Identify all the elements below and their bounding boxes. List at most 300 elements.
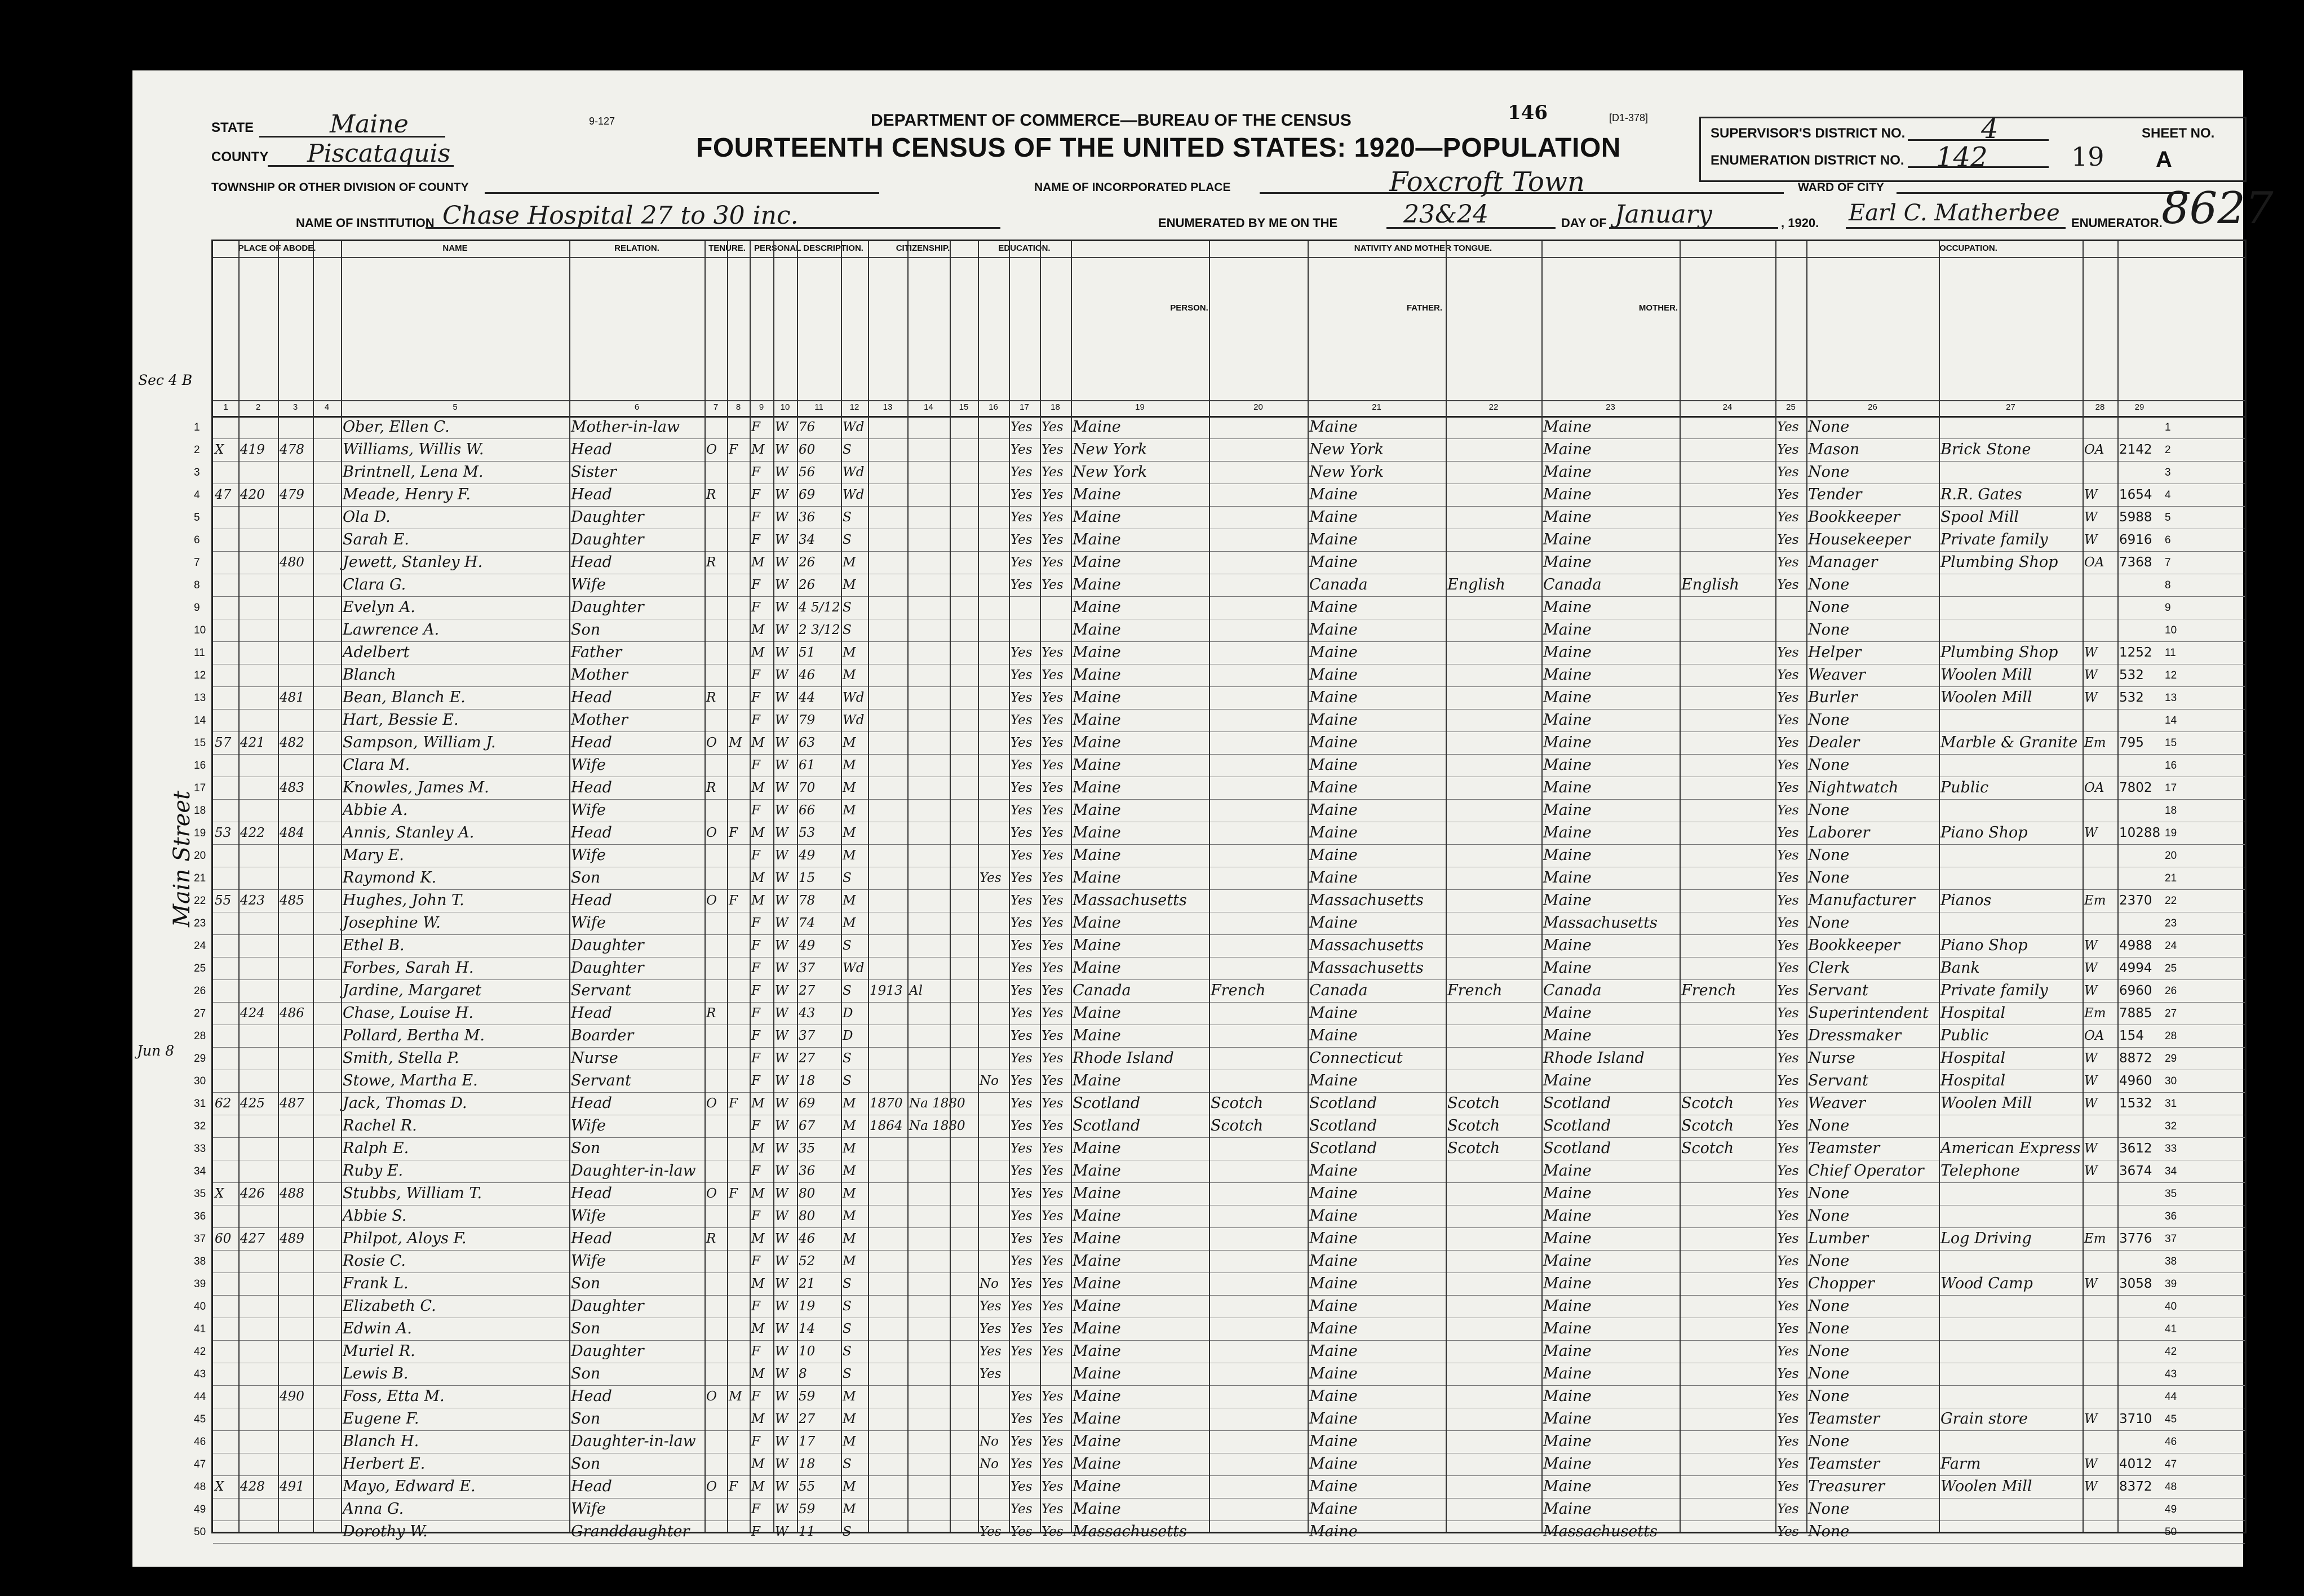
- cell-house: 426: [240, 1186, 265, 1201]
- cell-read: Yes: [1011, 961, 1033, 976]
- cell-fpb: Massachusetts: [1309, 937, 1424, 954]
- cell-write: Yes: [1042, 487, 1064, 502]
- cell-write: Yes: [1042, 1412, 1064, 1426]
- cell-race: W: [775, 1096, 788, 1111]
- cell-sex: M: [751, 1231, 765, 1246]
- cell-write: Yes: [1042, 938, 1064, 953]
- cell-emp: W: [2084, 668, 2098, 682]
- cell-sex: F: [751, 1209, 760, 1223]
- cell-mpb: Maine: [1543, 1320, 1592, 1337]
- cell-eng: Yes: [1777, 1141, 1799, 1156]
- cell-pb: Maine: [1073, 553, 1121, 571]
- cell-sex: M: [751, 1141, 765, 1156]
- cell-age: 27: [799, 983, 816, 998]
- cell-mpb: Maine: [1543, 441, 1592, 458]
- cell-mpb: Scotland: [1543, 1117, 1611, 1134]
- cell-write: Yes: [1042, 533, 1064, 547]
- column-group-header: CITIZENSHIP.: [896, 243, 950, 253]
- cell-code: 532: [2119, 690, 2144, 705]
- cell-age: 63: [799, 735, 816, 750]
- cell-ind: Public: [1940, 779, 1989, 796]
- cell-write: Yes: [1042, 1299, 1064, 1314]
- cell-emp: Em: [2084, 1006, 2106, 1021]
- cell-fpb: Maine: [1309, 801, 1358, 819]
- cell-pb: Maine: [1073, 959, 1121, 977]
- cell-race: W: [775, 555, 788, 570]
- cell-fpb: Maine: [1309, 779, 1358, 796]
- column-number: 23: [1606, 402, 1615, 412]
- cell-sex: M: [751, 1367, 765, 1381]
- cell-race: W: [775, 1412, 788, 1426]
- line-number-right: 37: [2165, 1233, 2177, 1245]
- cell-ten: R: [706, 555, 716, 570]
- column-divider: [1040, 241, 1041, 1532]
- cell-mpb: Maine: [1543, 1365, 1592, 1382]
- cell-age: 2 3/12: [799, 623, 840, 637]
- line-number: 22: [194, 895, 206, 907]
- cell-mpb: Maine: [1543, 486, 1592, 503]
- cell-mpb: Maine: [1543, 892, 1592, 909]
- table-row: [194, 844, 2245, 867]
- margin-note-section: Sec 4 B: [138, 372, 193, 388]
- line-number: 32: [194, 1120, 206, 1132]
- cell-fm: M: [729, 735, 742, 750]
- cell-sex: F: [751, 938, 760, 953]
- cell-dwell: 478: [280, 442, 304, 457]
- cell-mpb: Maine: [1543, 598, 1592, 616]
- cell-mpb: Maine: [1543, 508, 1592, 526]
- cell-trade: None: [1808, 1320, 1850, 1337]
- cell-eng: Yes: [1777, 826, 1799, 840]
- cell-trade: Tender: [1808, 486, 1862, 503]
- cell-sex: F: [751, 465, 760, 480]
- column-divider: [868, 241, 869, 1532]
- cell-mar: M: [843, 1389, 856, 1404]
- cell-race: W: [775, 420, 788, 435]
- cell-dwell: 484: [280, 826, 304, 840]
- table-row: [194, 1182, 2245, 1205]
- cell-fpb: Maine: [1309, 1230, 1358, 1247]
- line-number-right: 22: [2165, 895, 2177, 907]
- cell-mmt: Scotch: [1681, 1094, 1734, 1112]
- line-number-right: 49: [2165, 1504, 2177, 1515]
- cell-race: W: [775, 645, 788, 660]
- cell-ind: Woolen Mill: [1940, 666, 2032, 684]
- cell-read: Yes: [1011, 735, 1033, 750]
- column-number: 26: [1868, 402, 1877, 412]
- line-number: 11: [194, 647, 205, 659]
- table-row: [194, 1498, 2245, 1521]
- cell-rel: Son: [571, 1365, 601, 1382]
- cell-rel: Mother: [571, 666, 628, 684]
- cell-write: Yes: [1042, 420, 1064, 435]
- cell-fpb: Scotland: [1309, 1094, 1377, 1112]
- line-number-right: 43: [2165, 1368, 2177, 1380]
- cell-name: Anna G.: [343, 1500, 404, 1518]
- cell-read: Yes: [1011, 1141, 1033, 1156]
- cell-eng: Yes: [1777, 1254, 1799, 1269]
- cell-sex: F: [751, 533, 760, 547]
- line-number-right: 11: [2165, 647, 2176, 659]
- cell-sex: F: [751, 1389, 760, 1404]
- cell-mar: M: [843, 1186, 856, 1201]
- column-number: 21: [1372, 402, 1381, 412]
- cell-race: W: [775, 893, 788, 908]
- cell-mar: S: [843, 1322, 852, 1336]
- cell-name: Ralph E.: [343, 1140, 409, 1157]
- cell-fpb: Maine: [1309, 486, 1358, 503]
- cell-pb: Maine: [1073, 576, 1121, 593]
- cell-ind: Plumbing Shop: [1940, 644, 2058, 661]
- table-row: [194, 416, 2245, 439]
- cell-mar: S: [843, 1367, 852, 1381]
- cell-mar: S: [843, 623, 852, 637]
- cell-code: 3612: [2119, 1141, 2152, 1156]
- cell-write: Yes: [1042, 1209, 1064, 1223]
- line-number-right: 30: [2165, 1075, 2177, 1087]
- cell-mpb: Maine: [1543, 1027, 1592, 1044]
- column-divider: [278, 241, 279, 1532]
- cell-read: Yes: [1011, 1434, 1033, 1449]
- cell-dwell: 491: [280, 1479, 304, 1494]
- table-row: [194, 1520, 2245, 1544]
- column-divider: [978, 241, 979, 1532]
- cell-ind: R.R. Gates: [1940, 486, 2022, 503]
- cell-write: Yes: [1042, 465, 1064, 480]
- cell-read: Yes: [1011, 1479, 1033, 1494]
- cell-pb: Maine: [1073, 1455, 1121, 1473]
- cell-write: Yes: [1042, 1074, 1064, 1088]
- cell-fpb: Maine: [1309, 666, 1358, 684]
- cell-mar: M: [843, 1479, 856, 1494]
- cell-rel: Wife: [571, 1207, 606, 1225]
- cell-pb: Massachusetts: [1073, 1523, 1187, 1540]
- cell-code: 4012: [2119, 1457, 2152, 1471]
- cell-pb: Maine: [1073, 598, 1121, 616]
- table-row: [194, 438, 2245, 462]
- cell-mar: M: [843, 1434, 856, 1449]
- cell-age: 80: [799, 1209, 816, 1223]
- line-number-right: 21: [2165, 872, 2177, 884]
- column-group-header: NATIVITY AND MOTHER TONGUE.: [1354, 243, 1492, 253]
- cell-code: 3674: [2119, 1164, 2152, 1178]
- cell-emp: W: [2084, 510, 2098, 525]
- cell-mmt: French: [1681, 982, 1736, 999]
- cell-race: W: [775, 578, 788, 592]
- institution-value: Chase Hospital 27 to 30 inc.: [442, 201, 799, 230]
- cell-race: W: [775, 1502, 788, 1517]
- cell-trade: None: [1808, 914, 1850, 932]
- cell-mpb: Maine: [1543, 418, 1592, 436]
- cell-ind: Public: [1940, 1027, 1989, 1044]
- cell-pb: Maine: [1073, 418, 1121, 436]
- cell-age: 18: [799, 1074, 816, 1088]
- cell-read: Yes: [1011, 781, 1033, 795]
- cell-write: Yes: [1042, 961, 1064, 976]
- line-number-right: 33: [2165, 1143, 2177, 1155]
- cell-trade: Nightwatch: [1808, 779, 1899, 796]
- cell-age: 36: [799, 1164, 816, 1178]
- line-number: 17: [194, 782, 206, 794]
- column-number: 12: [849, 402, 859, 412]
- cell-read: Yes: [1011, 645, 1033, 660]
- column-divider: [1071, 241, 1072, 1532]
- cell-read: Yes: [1011, 1119, 1033, 1133]
- cell-trade: Nurse: [1808, 1049, 1855, 1067]
- cell-name: Foss, Etta M.: [343, 1387, 445, 1405]
- cell-mpb: Maine: [1543, 1455, 1592, 1473]
- cell-rel: Wife: [571, 914, 606, 932]
- cell-emp: W: [2084, 1276, 2098, 1291]
- line-number-right: 15: [2165, 737, 2177, 749]
- cell-pb: Maine: [1073, 1230, 1121, 1247]
- cell-mpb: Maine: [1543, 1433, 1592, 1450]
- column-number: 14: [924, 402, 933, 412]
- cell-school: Yes: [980, 871, 1002, 885]
- column-divider: [797, 241, 798, 1532]
- county-value: Piscataquis: [307, 139, 451, 168]
- cell-name: Rosie C.: [343, 1252, 406, 1270]
- cell-eng: Yes: [1777, 938, 1799, 953]
- cell-fm: F: [729, 1186, 738, 1201]
- cell-pb: Maine: [1073, 914, 1121, 932]
- cell-pb: New York: [1073, 441, 1147, 458]
- cell-ten: O: [706, 1186, 717, 1201]
- column-divider: [750, 241, 751, 1532]
- cell-mar: M: [843, 848, 856, 863]
- table-header: [213, 241, 2245, 418]
- cell-sex: F: [751, 1051, 760, 1066]
- cell-pb: Maine: [1073, 1500, 1121, 1518]
- cell-age: 14: [799, 1322, 816, 1336]
- cell-fpb: Maine: [1309, 598, 1358, 616]
- cell-rel: Daughter-in-law: [571, 1433, 696, 1450]
- cell-write: Yes: [1042, 1344, 1064, 1359]
- table-row: [194, 1295, 2245, 1318]
- cell-write: Yes: [1042, 555, 1064, 570]
- cell-fpb: Maine: [1309, 1072, 1358, 1089]
- cell-fpb: Maine: [1309, 756, 1358, 774]
- cell-race: W: [775, 442, 788, 457]
- cell-rel: Head: [571, 1230, 612, 1247]
- cell-emp: OA: [2084, 781, 2104, 795]
- cell-ind: Piano Shop: [1940, 937, 2028, 954]
- cell-cit: Na 1880: [909, 1119, 965, 1133]
- cell-mpb: Maine: [1543, 1185, 1592, 1202]
- cell-mar: D: [843, 1006, 853, 1021]
- cell-rel: Wife: [571, 1252, 606, 1270]
- header-divider: [213, 257, 2245, 258]
- cell-race: W: [775, 781, 788, 795]
- cell-read: Yes: [1011, 442, 1033, 457]
- cell-eng: Yes: [1777, 487, 1799, 502]
- cell-code: 4994: [2119, 961, 2152, 976]
- line-number-right: 29: [2165, 1053, 2177, 1065]
- cell-trade: Dressmaker: [1808, 1027, 1902, 1044]
- cell-name: Abbie S.: [343, 1207, 407, 1225]
- cell-name: Williams, Willis W.: [343, 441, 484, 458]
- line-number-right: 34: [2165, 1165, 2177, 1177]
- cell-fpb: Maine: [1309, 1433, 1358, 1450]
- cell-trade: Burler: [1808, 689, 1858, 706]
- cell-cit: Na 1880: [909, 1096, 965, 1111]
- cell-trade: Laborer: [1808, 824, 1870, 841]
- cell-fpb: Maine: [1309, 621, 1358, 639]
- cell-trade: None: [1808, 846, 1850, 864]
- cell-mpb: Maine: [1543, 1387, 1592, 1405]
- margin-note-street: Main Street: [169, 790, 195, 927]
- cell-eng: Yes: [1777, 555, 1799, 570]
- cell-imm: 1864: [870, 1119, 903, 1133]
- line-number: 7: [194, 557, 200, 569]
- cell-fpb: Maine: [1309, 846, 1358, 864]
- cell-pb: Maine: [1073, 1387, 1121, 1405]
- cell-code: 1532: [2119, 1096, 2152, 1111]
- cell-name: Hughes, John T.: [343, 892, 464, 909]
- table-row: [194, 957, 2245, 980]
- cell-street: 62: [215, 1096, 232, 1111]
- cell-rel: Daughter: [571, 959, 644, 977]
- cell-dwell: 486: [280, 1006, 304, 1021]
- column-divider: [238, 241, 240, 1532]
- table-row: [194, 1205, 2245, 1228]
- cell-eng: Yes: [1777, 1074, 1799, 1088]
- table-row: [194, 1273, 2245, 1296]
- cell-code: 3710: [2119, 1412, 2152, 1426]
- line-number: 14: [194, 715, 206, 726]
- table-row: [194, 732, 2245, 755]
- cell-write: Yes: [1042, 1276, 1064, 1291]
- cell-trade: Manufacturer: [1808, 892, 1915, 909]
- table-row: [194, 754, 2245, 777]
- cell-trade: Lumber: [1808, 1230, 1869, 1247]
- cell-age: 46: [799, 1231, 816, 1246]
- cell-name: Annis, Stanley A.: [343, 824, 475, 841]
- cell-street: X: [215, 1479, 224, 1494]
- cell-name: Josephine W.: [343, 914, 441, 932]
- cell-trade: Dealer: [1808, 734, 1860, 751]
- cell-age: 69: [799, 1096, 816, 1111]
- cell-read: Yes: [1011, 1344, 1033, 1359]
- cell-eng: Yes: [1777, 1322, 1799, 1336]
- cell-sex: F: [751, 1006, 760, 1021]
- line-number-right: 8: [2165, 579, 2171, 591]
- table-row: [194, 1408, 2245, 1431]
- column-number: 25: [1786, 402, 1796, 412]
- cell-race: W: [775, 1051, 788, 1066]
- column-divider: [1446, 241, 1447, 1532]
- cell-pb: Maine: [1073, 1478, 1121, 1495]
- cell-sex: F: [751, 1299, 760, 1314]
- cell-race: W: [775, 803, 788, 818]
- cell-emp: Em: [2084, 893, 2106, 908]
- cell-race: W: [775, 600, 788, 615]
- cell-code: 3058: [2119, 1276, 2152, 1291]
- cell-mar: M: [843, 893, 856, 908]
- cell-dwell: 480: [280, 555, 304, 570]
- cell-sex: M: [751, 555, 765, 570]
- cell-mpb: Maine: [1543, 824, 1592, 841]
- cell-mmt: Scotch: [1681, 1117, 1734, 1134]
- cell-mpb: Maine: [1543, 734, 1592, 751]
- cell-mpb: Maine: [1543, 666, 1592, 684]
- column-number: 8: [735, 402, 741, 412]
- cell-mar: M: [843, 1119, 856, 1133]
- cell-mpb: Maine: [1543, 959, 1592, 977]
- cell-mpb: Maine: [1543, 1230, 1592, 1247]
- cell-eng: Yes: [1777, 533, 1799, 547]
- line-number: 47: [194, 1458, 206, 1470]
- line-number-right: 32: [2165, 1120, 2177, 1132]
- line-number-right: 5: [2165, 512, 2171, 524]
- cell-rel: Head: [571, 689, 612, 706]
- cell-pb: Maine: [1073, 824, 1121, 841]
- day-of-label: DAY OF: [1561, 216, 1607, 230]
- column-divider: [313, 241, 314, 1532]
- table-row: [194, 484, 2245, 507]
- line-number-right: 25: [2165, 963, 2177, 974]
- cell-fmt: Scotch: [1447, 1140, 1500, 1157]
- cell-rel: Daughter: [571, 1342, 644, 1360]
- cell-mar: M: [843, 645, 856, 660]
- cell-code: 3776: [2119, 1231, 2152, 1246]
- cell-read: Yes: [1011, 1322, 1033, 1336]
- cell-age: 51: [799, 645, 816, 660]
- cell-eng: Yes: [1777, 1164, 1799, 1178]
- cell-trade: Teamster: [1808, 1140, 1880, 1157]
- cell-write: Yes: [1042, 442, 1064, 457]
- cell-write: Yes: [1042, 1028, 1064, 1043]
- cell-emp: W: [2084, 690, 2098, 705]
- cell-mt: Scotch: [1211, 1094, 1264, 1112]
- cell-ind: Woolen Mill: [1940, 689, 2032, 706]
- cell-age: 27: [799, 1412, 816, 1426]
- cell-write: Yes: [1042, 916, 1064, 930]
- cell-sex: M: [751, 1457, 765, 1471]
- cell-mpb: Maine: [1543, 531, 1592, 548]
- cell-name: Sampson, William J.: [343, 734, 496, 751]
- line-number-right: 14: [2165, 715, 2177, 726]
- cell-name: Herbert E.: [343, 1455, 426, 1473]
- cell-age: 34: [799, 533, 816, 547]
- cell-ind: Bank: [1940, 959, 1980, 977]
- cell-name: Elizabeth C.: [343, 1297, 436, 1315]
- cell-pb: Maine: [1073, 1433, 1121, 1450]
- cell-rel: Mother-in-law: [571, 418, 680, 436]
- cell-school: Yes: [980, 1524, 1002, 1539]
- cell-race: W: [775, 1299, 788, 1314]
- cell-ten: O: [706, 893, 717, 908]
- line-number: 31: [194, 1098, 206, 1110]
- cell-dwell: 488: [280, 1186, 304, 1201]
- table-row: [194, 979, 2245, 1003]
- cell-read: Yes: [1011, 1254, 1033, 1269]
- line-number: 49: [194, 1504, 206, 1515]
- cell-name: Ruby E.: [343, 1162, 404, 1180]
- cell-mpb: Maine: [1543, 1252, 1592, 1270]
- cell-trade: Treasurer: [1808, 1478, 1885, 1495]
- cell-mar: D: [843, 1028, 853, 1043]
- cell-mmt: Scotch: [1681, 1140, 1734, 1157]
- line-number: 25: [194, 963, 206, 974]
- cell-age: 35: [799, 1141, 816, 1156]
- table-row: [194, 551, 2245, 574]
- cell-eng: Yes: [1777, 1367, 1799, 1381]
- cell-ind: Marble & Granite: [1940, 734, 2078, 751]
- column-group-header: PERSONAL DESCRIPTION.: [754, 243, 863, 253]
- cell-sex: M: [751, 826, 765, 840]
- cell-write: Yes: [1042, 983, 1064, 998]
